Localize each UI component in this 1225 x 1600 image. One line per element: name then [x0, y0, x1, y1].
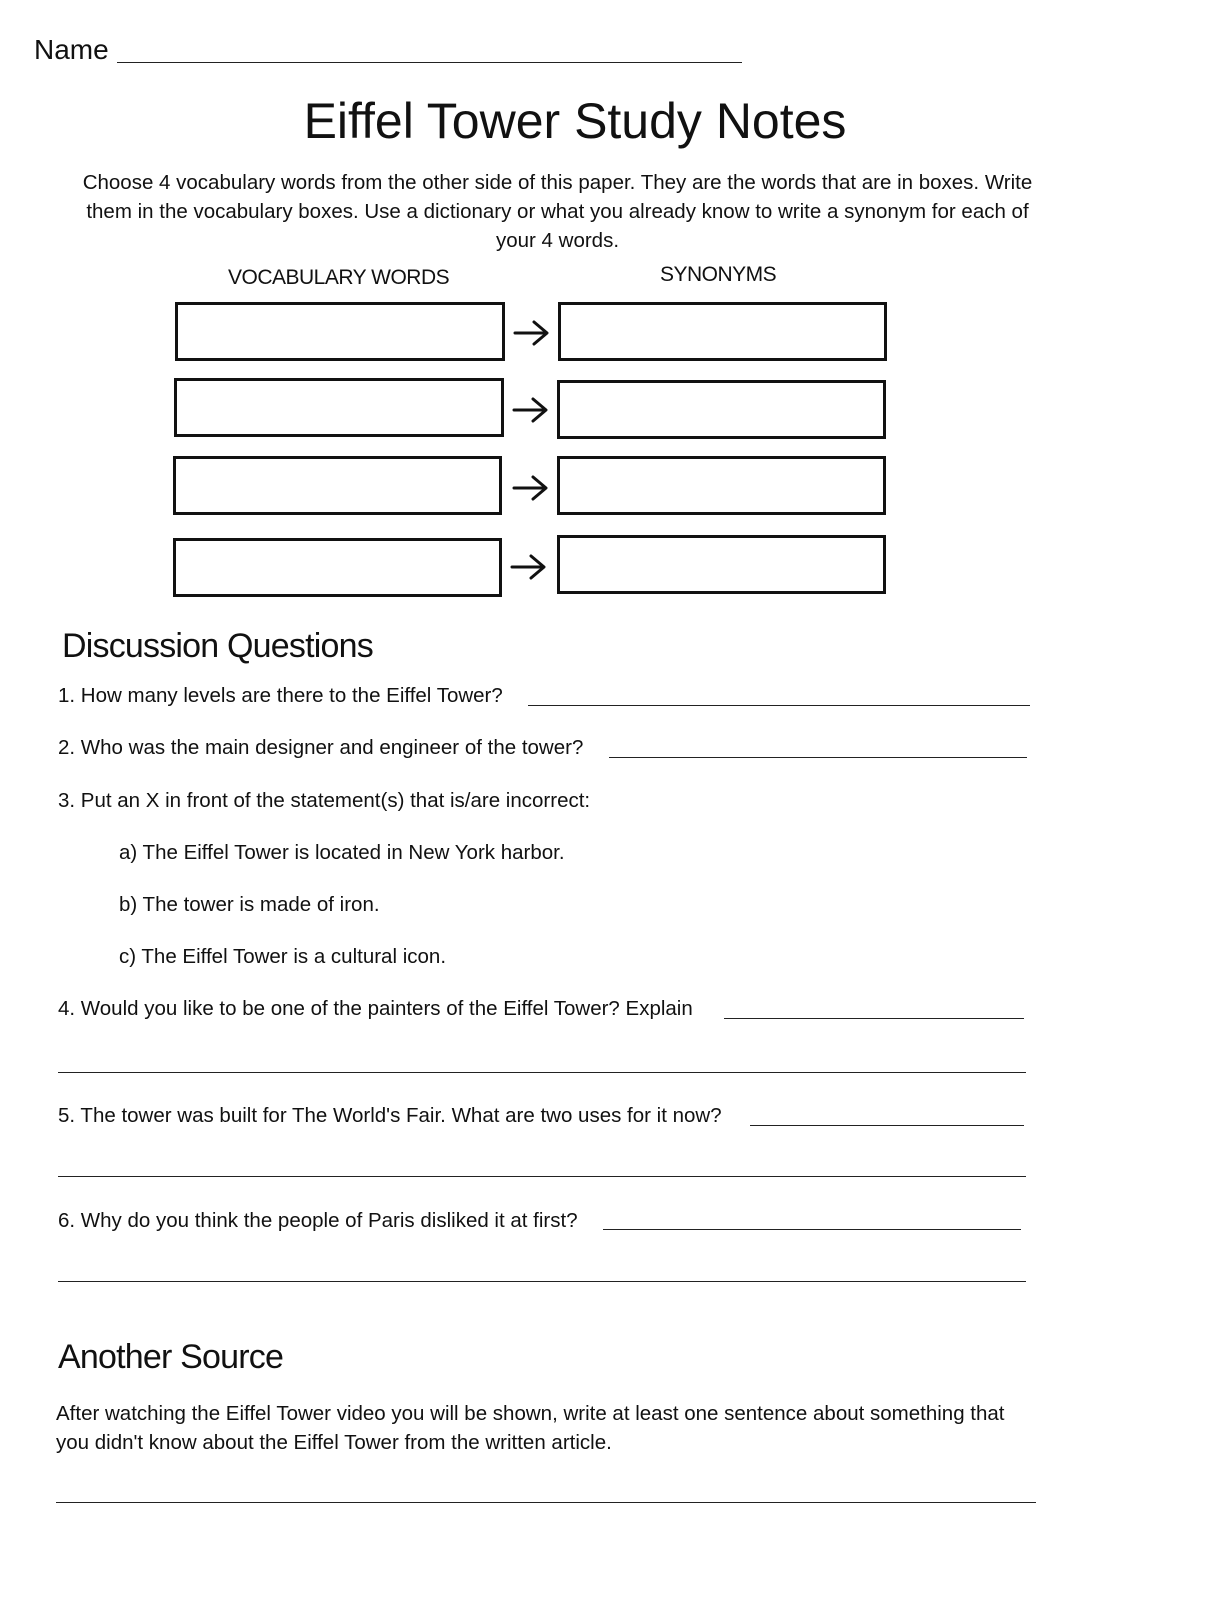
question-5: 5. The tower was built for The World's Fair. What are two uses for it now?	[58, 1104, 722, 1127]
instructions: Choose 4 vocabulary words from the other side of this paper. They are the words that are in boxes. Write them in the vocabulary boxes. Use a dictionary or what you already know to write a synonym for each of your 4 words.	[82, 171, 1033, 252]
vocabulary-words-heading: VOCABULARY WORDS	[228, 266, 450, 289]
answer-line-1[interactable]	[528, 705, 1030, 706]
discussion-questions-heading: Discussion Questions	[62, 627, 373, 665]
arrow-right-icon	[511, 395, 551, 425]
synonym-box-4[interactable]	[557, 535, 886, 594]
synonym-box-2[interactable]	[557, 380, 886, 439]
question-3: 3. Put an X in front of the statement(s) that is/are incorrect:	[58, 789, 591, 812]
page-title: Eiffel Tower Study Notes	[303, 93, 847, 149]
vocab-word-box-1[interactable]	[175, 302, 505, 361]
another-source-heading: Another Source	[58, 1338, 284, 1376]
name-input-line[interactable]	[117, 62, 742, 63]
statement-c: c) The Eiffel Tower is a cultural icon.	[119, 945, 447, 968]
answer-line-6b[interactable]	[58, 1281, 1026, 1282]
statement-a: a) The Eiffel Tower is located in New York harbor.	[119, 841, 565, 864]
vocab-word-box-4[interactable]	[173, 538, 502, 597]
question-4: 4. Would you like to be one of the painters of the Eiffel Tower? Explain	[58, 997, 693, 1020]
vocab-word-box-3[interactable]	[173, 456, 502, 515]
synonym-box-3[interactable]	[557, 456, 886, 515]
statement-b: b) The tower is made of iron.	[119, 893, 380, 916]
arrow-right-icon	[509, 552, 549, 582]
answer-line-5b[interactable]	[58, 1176, 1026, 1177]
question-6: 6. Why do you think the people of Paris disliked it at first?	[58, 1209, 578, 1232]
answer-line-2[interactable]	[609, 757, 1027, 758]
question-1: 1. How many levels are there to the Eiffel Tower?	[58, 684, 503, 707]
synonym-box-1[interactable]	[558, 302, 887, 361]
answer-line-4b[interactable]	[58, 1072, 1026, 1073]
answer-line-4a[interactable]	[724, 1018, 1024, 1019]
answer-line-5a[interactable]	[750, 1125, 1024, 1126]
synonyms-heading: SYNONYMS	[660, 263, 777, 286]
vocab-word-box-2[interactable]	[174, 378, 504, 437]
answer-line-another-source[interactable]	[56, 1502, 1036, 1503]
name-label: Name	[34, 34, 109, 65]
question-2: 2. Who was the main designer and engineer of the tower?	[58, 736, 584, 759]
answer-line-6a[interactable]	[603, 1229, 1021, 1230]
another-source-instructions: After watching the Eiffel Tower video you will be shown, write at least one sentence about something that you didn't know about the Eiffel Tower from the written article.	[56, 1402, 1005, 1454]
arrow-right-icon	[512, 318, 552, 348]
arrow-right-icon	[511, 473, 551, 503]
